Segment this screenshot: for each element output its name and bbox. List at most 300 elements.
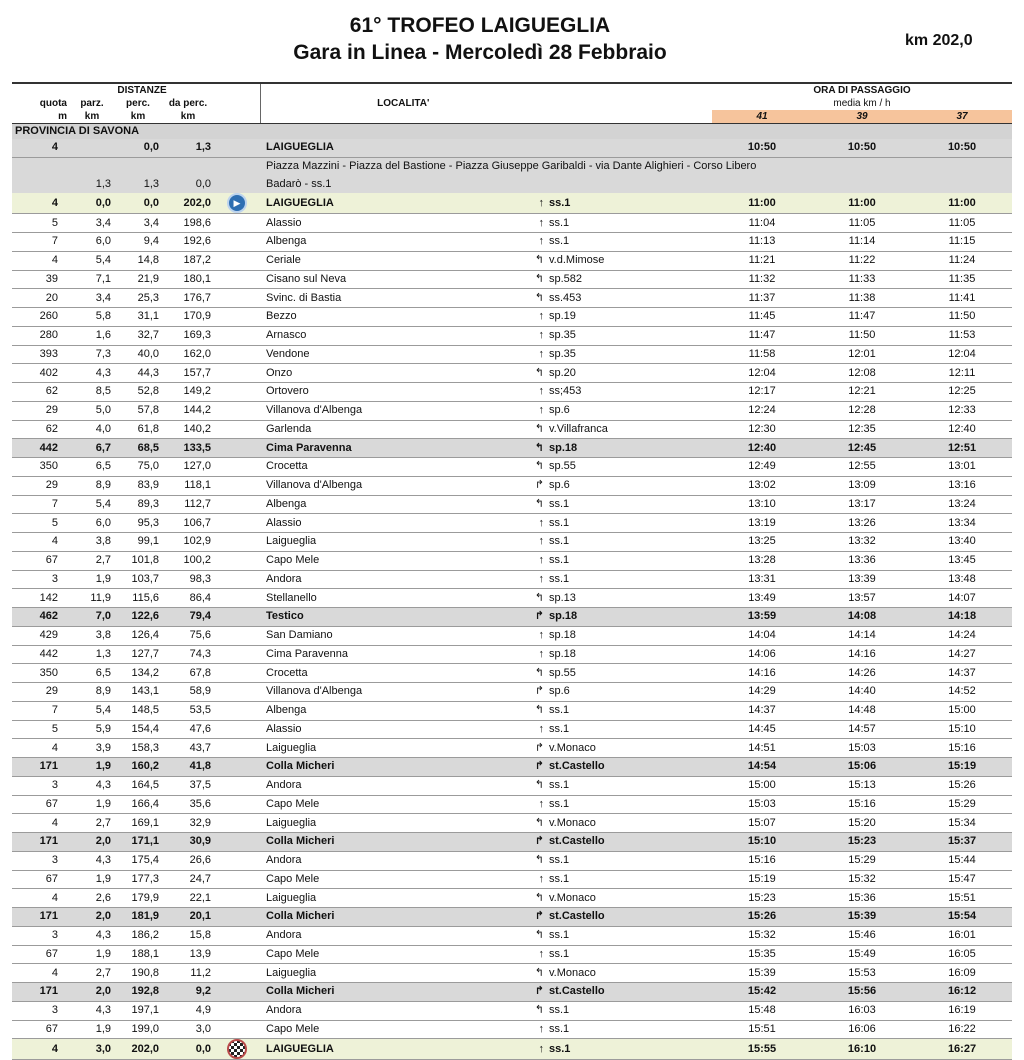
road-cell: st.Castello bbox=[546, 758, 712, 777]
parz-cell: 2,7 bbox=[70, 551, 114, 570]
parz-cell bbox=[70, 139, 114, 157]
time-41-cell: 12:17 bbox=[712, 383, 812, 402]
speed-41: 41 bbox=[712, 110, 812, 124]
road-cell: ss.1 bbox=[546, 214, 712, 233]
parz-cell: 2,0 bbox=[70, 833, 114, 852]
da-perc-cell: 37,5 bbox=[162, 776, 214, 795]
localita-cell: Crocetta bbox=[260, 458, 518, 477]
road-cell: ss.1 bbox=[546, 1001, 712, 1020]
localita-cell: Villanova d'Albenga bbox=[260, 683, 518, 702]
table-row bbox=[12, 345, 1012, 364]
da-perc-cell: 102,9 bbox=[162, 533, 214, 552]
localita-cell: LAIGUEGLIA bbox=[260, 193, 518, 214]
direction-cell: ↰ bbox=[518, 851, 546, 870]
icon-cell bbox=[214, 364, 260, 383]
time-37-cell: 14:18 bbox=[912, 608, 1012, 627]
time-41-cell: 13:02 bbox=[712, 476, 812, 495]
icon-cell bbox=[214, 758, 260, 777]
distanze-header: DISTANZE bbox=[70, 83, 214, 97]
perc-cell: 169,1 bbox=[114, 814, 162, 833]
icon-cell bbox=[214, 1039, 260, 1060]
road-cell: ss.1 bbox=[546, 776, 712, 795]
time-41-cell: 15:51 bbox=[712, 1020, 812, 1039]
icon-cell bbox=[214, 420, 260, 439]
perc-cell: 75,0 bbox=[114, 458, 162, 477]
time-37-cell: 13:48 bbox=[912, 570, 1012, 589]
icon-cell bbox=[214, 345, 260, 364]
time-41-cell: 15:42 bbox=[712, 983, 812, 1002]
da-perc-cell: 47,6 bbox=[162, 720, 214, 739]
perc-cell: 122,6 bbox=[114, 608, 162, 627]
header-row-3 bbox=[12, 110, 1012, 124]
route-note-line-1: Piazza Mazzini - Piazza del Bastione - Piazza Giuseppe Garibaldi - via Dante Alighieri - Corso Libero bbox=[260, 157, 1012, 175]
road-cell: ss.1 bbox=[546, 1020, 712, 1039]
parz-cell: 5,4 bbox=[70, 495, 114, 514]
road-cell: ss;453 bbox=[546, 383, 712, 402]
parz-cell: 3,9 bbox=[70, 739, 114, 758]
quota-cell: 67 bbox=[12, 870, 70, 889]
time-37-cell: 15:26 bbox=[912, 776, 1012, 795]
road-cell: ss.453 bbox=[546, 289, 712, 308]
localita-cell: Garlenda bbox=[260, 420, 518, 439]
da-perc-cell: 144,2 bbox=[162, 401, 214, 420]
province-label: PROVINCIA DI SAVONA bbox=[12, 124, 1012, 140]
da-perc-cell: 192,6 bbox=[162, 233, 214, 252]
table-row bbox=[12, 683, 1012, 702]
quota-cell: 4 bbox=[12, 814, 70, 833]
icon-cell bbox=[214, 270, 260, 289]
parz-cell: 4,3 bbox=[70, 776, 114, 795]
icon-cell bbox=[214, 964, 260, 983]
quota-cell: 171 bbox=[12, 758, 70, 777]
direction-cell: ↑ bbox=[518, 645, 546, 664]
quota-cell: 260 bbox=[12, 308, 70, 327]
road-cell: ss.1 bbox=[546, 926, 712, 945]
road-cell: sp.55 bbox=[546, 458, 712, 477]
perc-cell: 103,7 bbox=[114, 570, 162, 589]
road-cell: ss.1 bbox=[546, 795, 712, 814]
time-41-cell: 15:39 bbox=[712, 964, 812, 983]
table-row bbox=[12, 214, 1012, 233]
time-37-cell: 15:54 bbox=[912, 908, 1012, 927]
table-row bbox=[12, 458, 1012, 477]
time-39-cell: 11:14 bbox=[812, 233, 912, 252]
road-cell: st.Castello bbox=[546, 983, 712, 1002]
perc-cell: 83,9 bbox=[114, 476, 162, 495]
table-row bbox=[12, 383, 1012, 402]
time-41-cell: 15:55 bbox=[712, 1039, 812, 1060]
time-37-cell: 10:50 bbox=[912, 139, 1012, 157]
parz-cell: 1,9 bbox=[70, 570, 114, 589]
page-title: 61° TROFEO LAIGUEGLIA bbox=[349, 14, 611, 37]
direction-cell: ↰ bbox=[518, 364, 546, 383]
time-39-cell: 13:09 bbox=[812, 476, 912, 495]
time-37-cell: 16:19 bbox=[912, 1001, 1012, 1020]
time-41-cell: 13:49 bbox=[712, 589, 812, 608]
time-39-cell: 13:32 bbox=[812, 533, 912, 552]
media-header: media km / h bbox=[833, 98, 891, 109]
table-row bbox=[12, 364, 1012, 383]
time-37-cell: 11:41 bbox=[912, 289, 1012, 308]
da-perc-cell: 58,9 bbox=[162, 683, 214, 702]
table-row bbox=[12, 251, 1012, 270]
parz-cell: 2,6 bbox=[70, 889, 114, 908]
quota-cell: 7 bbox=[12, 233, 70, 252]
time-37-cell: 15:19 bbox=[912, 758, 1012, 777]
quota-cell: 171 bbox=[12, 833, 70, 852]
time-39-cell: 15:49 bbox=[812, 945, 912, 964]
time-39-cell: 15:16 bbox=[812, 795, 912, 814]
perc-cell: 89,3 bbox=[114, 495, 162, 514]
direction-cell: ↑ bbox=[518, 383, 546, 402]
route-note-row-2 bbox=[12, 176, 1012, 194]
road-cell: sp.582 bbox=[546, 270, 712, 289]
parz-unit: km bbox=[70, 110, 114, 124]
parz-cell: 8,5 bbox=[70, 383, 114, 402]
icon-cell bbox=[214, 1020, 260, 1039]
da-perc-cell: 0,0 bbox=[162, 1039, 214, 1060]
time-37-cell: 15:37 bbox=[912, 833, 1012, 852]
icon-cell bbox=[214, 870, 260, 889]
direction-cell: ↑ bbox=[518, 1020, 546, 1039]
quota-cell: 4 bbox=[12, 193, 70, 214]
quota-cell: 7 bbox=[12, 495, 70, 514]
speed-39: 39 bbox=[812, 110, 912, 124]
time-37-cell: 11:15 bbox=[912, 233, 1012, 252]
icon-cell bbox=[214, 795, 260, 814]
time-39-cell: 15:03 bbox=[812, 739, 912, 758]
time-41-cell: 14:37 bbox=[712, 701, 812, 720]
quota-cell: 3 bbox=[12, 776, 70, 795]
time-37-cell: 12:25 bbox=[912, 383, 1012, 402]
direction-cell: ↰ bbox=[518, 289, 546, 308]
perc-cell: 179,9 bbox=[114, 889, 162, 908]
time-37-cell: 13:34 bbox=[912, 514, 1012, 533]
time-39-cell: 13:17 bbox=[812, 495, 912, 514]
time-39-cell: 16:10 bbox=[812, 1039, 912, 1060]
quota-cell: 5 bbox=[12, 214, 70, 233]
da-perc-header: da perc. bbox=[168, 98, 208, 109]
da-perc-cell: 75,6 bbox=[162, 626, 214, 645]
da-perc-cell: 198,6 bbox=[162, 214, 214, 233]
da-perc-cell: 118,1 bbox=[162, 476, 214, 495]
time-39-cell: 11:38 bbox=[812, 289, 912, 308]
quota-cell: 171 bbox=[12, 983, 70, 1002]
time-41-cell: 13:59 bbox=[712, 608, 812, 627]
direction-cell: ↑ bbox=[518, 795, 546, 814]
time-41-cell: 15:19 bbox=[712, 870, 812, 889]
note-da-cell: 0,0 bbox=[162, 176, 214, 194]
quota-cell: 29 bbox=[12, 476, 70, 495]
time-39-cell: 12:21 bbox=[812, 383, 912, 402]
quota-cell: 5 bbox=[12, 514, 70, 533]
direction-cell: ↑ bbox=[518, 326, 546, 345]
direction-cell: ↑ bbox=[518, 533, 546, 552]
perc-cell: 61,8 bbox=[114, 420, 162, 439]
time-41-cell: 14:51 bbox=[712, 739, 812, 758]
time-37-cell: 14:52 bbox=[912, 683, 1012, 702]
time-41-cell: 11:47 bbox=[712, 326, 812, 345]
icon-cell bbox=[214, 851, 260, 870]
direction-cell: ↑ bbox=[518, 345, 546, 364]
da-perc-cell: 24,7 bbox=[162, 870, 214, 889]
perc-cell: 95,3 bbox=[114, 514, 162, 533]
road-cell: ss.1 bbox=[546, 233, 712, 252]
time-39-cell: 15:53 bbox=[812, 964, 912, 983]
perc-cell: 188,1 bbox=[114, 945, 162, 964]
parz-cell: 4,3 bbox=[70, 851, 114, 870]
table-row bbox=[12, 795, 1012, 814]
time-41-cell: 14:06 bbox=[712, 645, 812, 664]
route-note-line-2: Badarò - ss.1 bbox=[260, 176, 1012, 194]
table-row bbox=[12, 645, 1012, 664]
time-37-cell: 11:53 bbox=[912, 326, 1012, 345]
time-41-cell: 13:31 bbox=[712, 570, 812, 589]
parz-cell: 1,6 bbox=[70, 326, 114, 345]
quota-cell: 7 bbox=[12, 701, 70, 720]
parz-cell: 3,4 bbox=[70, 214, 114, 233]
perc-cell: 175,4 bbox=[114, 851, 162, 870]
quota-cell: 402 bbox=[12, 364, 70, 383]
localita-cell: Capo Mele bbox=[260, 870, 518, 889]
direction-cell: ↰ bbox=[518, 889, 546, 908]
time-39-cell: 15:32 bbox=[812, 870, 912, 889]
time-41-cell: 11:58 bbox=[712, 345, 812, 364]
road-cell: v.Monaco bbox=[546, 889, 712, 908]
quota-cell: 3 bbox=[12, 851, 70, 870]
localita-cell: Alassio bbox=[260, 720, 518, 739]
table-row bbox=[12, 1001, 1012, 1020]
perc-cell: 57,8 bbox=[114, 401, 162, 420]
quota-cell: 67 bbox=[12, 551, 70, 570]
direction-cell: ↑ bbox=[518, 870, 546, 889]
direction-cell: ↑ bbox=[518, 401, 546, 420]
time-39-cell: 13:36 bbox=[812, 551, 912, 570]
time-41-cell: 11:32 bbox=[712, 270, 812, 289]
quota-cell: 4 bbox=[12, 1039, 70, 1060]
time-39-cell: 12:08 bbox=[812, 364, 912, 383]
da-perc-cell: 140,2 bbox=[162, 420, 214, 439]
localita-cell: Bezzo bbox=[260, 308, 518, 327]
localita-cell: Colla Micheri bbox=[260, 758, 518, 777]
perc-cell: 177,3 bbox=[114, 870, 162, 889]
icon-cell bbox=[214, 308, 260, 327]
table-row bbox=[12, 608, 1012, 627]
road-cell: sp.20 bbox=[546, 364, 712, 383]
time-41-cell: 12:04 bbox=[712, 364, 812, 383]
perc-cell: 158,3 bbox=[114, 739, 162, 758]
perc-header: perc. bbox=[126, 98, 150, 109]
quota-cell: 39 bbox=[12, 270, 70, 289]
perc-cell: 126,4 bbox=[114, 626, 162, 645]
time-39-cell: 13:26 bbox=[812, 514, 912, 533]
parz-cell: 3,0 bbox=[70, 1039, 114, 1060]
parz-cell: 5,4 bbox=[70, 701, 114, 720]
quota-cell: 442 bbox=[12, 439, 70, 458]
table-row bbox=[12, 551, 1012, 570]
road-cell: st.Castello bbox=[546, 908, 712, 927]
time-39-cell: 15:06 bbox=[812, 758, 912, 777]
quota-cell: 442 bbox=[12, 645, 70, 664]
perc-cell: 164,5 bbox=[114, 776, 162, 795]
parz-cell: 1,9 bbox=[70, 758, 114, 777]
time-39-cell: 15:46 bbox=[812, 926, 912, 945]
parz-cell: 4,3 bbox=[70, 926, 114, 945]
parz-cell: 1,9 bbox=[70, 870, 114, 889]
parz-cell: 3,4 bbox=[70, 289, 114, 308]
perc-cell: 21,9 bbox=[114, 270, 162, 289]
time-41-cell: 12:49 bbox=[712, 458, 812, 477]
da-perc-cell: 98,3 bbox=[162, 570, 214, 589]
table-row bbox=[12, 833, 1012, 852]
localita-cell: Villanova d'Albenga bbox=[260, 401, 518, 420]
localita-cell: Ortovero bbox=[260, 383, 518, 402]
icon-cell bbox=[214, 289, 260, 308]
parz-cell: 7,1 bbox=[70, 270, 114, 289]
localita-cell: Andora bbox=[260, 926, 518, 945]
table-row bbox=[12, 1039, 1012, 1060]
time-39-cell: 16:03 bbox=[812, 1001, 912, 1020]
table-row bbox=[12, 889, 1012, 908]
perc-cell: 99,1 bbox=[114, 533, 162, 552]
time-37-cell: 13:40 bbox=[912, 533, 1012, 552]
direction-cell: ↰ bbox=[518, 814, 546, 833]
quota-cell: 429 bbox=[12, 626, 70, 645]
header-row-1 bbox=[12, 83, 1012, 97]
table-row bbox=[12, 758, 1012, 777]
localita-cell: Laigueglia bbox=[260, 964, 518, 983]
time-37-cell: 16:12 bbox=[912, 983, 1012, 1002]
road-cell: ss.1 bbox=[546, 720, 712, 739]
time-37-cell: 13:24 bbox=[912, 495, 1012, 514]
da-perc-cell: 149,2 bbox=[162, 383, 214, 402]
localita-cell: Stellanello bbox=[260, 589, 518, 608]
icon-cell bbox=[214, 926, 260, 945]
localita-cell: Capo Mele bbox=[260, 945, 518, 964]
road-cell: sp.19 bbox=[546, 308, 712, 327]
time-41-cell: 12:40 bbox=[712, 439, 812, 458]
quota-cell: 67 bbox=[12, 795, 70, 814]
time-39-cell: 15:29 bbox=[812, 851, 912, 870]
finish-checkered-icon bbox=[227, 1039, 247, 1059]
perc-cell: 160,2 bbox=[114, 758, 162, 777]
parz-cell: 6,0 bbox=[70, 514, 114, 533]
time-39-cell: 15:23 bbox=[812, 833, 912, 852]
road-cell: sp.18 bbox=[546, 626, 712, 645]
localita-cell: Cisano sul Neva bbox=[260, 270, 518, 289]
icon-cell bbox=[214, 251, 260, 270]
direction-cell: ↱ bbox=[518, 608, 546, 627]
road-cell: sp.13 bbox=[546, 589, 712, 608]
route-timetable bbox=[12, 82, 1012, 1060]
time-41-cell: 11:37 bbox=[712, 289, 812, 308]
da-perc-cell: 43,7 bbox=[162, 739, 214, 758]
note-perc-cell: 1,3 bbox=[114, 176, 162, 194]
localita-cell: Villanova d'Albenga bbox=[260, 476, 518, 495]
direction-cell: ↑ bbox=[518, 514, 546, 533]
icon-cell bbox=[214, 551, 260, 570]
parz-cell: 5,0 bbox=[70, 401, 114, 420]
direction-cell: ↰ bbox=[518, 776, 546, 795]
time-37-cell: 11:35 bbox=[912, 270, 1012, 289]
time-41-cell: 15:00 bbox=[712, 776, 812, 795]
road-cell: ss.1 bbox=[546, 701, 712, 720]
perc-cell: 0,0 bbox=[114, 193, 162, 214]
localita-cell: Andora bbox=[260, 776, 518, 795]
parz-cell: 7,3 bbox=[70, 345, 114, 364]
table-row bbox=[12, 851, 1012, 870]
time-39-cell: 14:40 bbox=[812, 683, 912, 702]
perc-cell: 127,7 bbox=[114, 645, 162, 664]
note-parz-cell: 1,3 bbox=[70, 176, 114, 194]
time-41-cell: 11:45 bbox=[712, 308, 812, 327]
localita-cell: Andora bbox=[260, 570, 518, 589]
parz-cell: 1,9 bbox=[70, 1020, 114, 1039]
da-perc-cell: 1,3 bbox=[162, 139, 214, 157]
time-37-cell: 14:24 bbox=[912, 626, 1012, 645]
time-37-cell: 12:40 bbox=[912, 420, 1012, 439]
direction-cell: ↱ bbox=[518, 758, 546, 777]
icon-cell bbox=[214, 383, 260, 402]
table-row bbox=[12, 776, 1012, 795]
time-37-cell: 16:27 bbox=[912, 1039, 1012, 1060]
road-cell: v.d.Mimose bbox=[546, 251, 712, 270]
localita-cell: Laigueglia bbox=[260, 889, 518, 908]
time-39-cell: 14:16 bbox=[812, 645, 912, 664]
time-39-cell: 10:50 bbox=[812, 139, 912, 157]
time-37-cell: 14:07 bbox=[912, 589, 1012, 608]
da-perc-cell: 11,2 bbox=[162, 964, 214, 983]
icon-cell bbox=[214, 983, 260, 1002]
localita-cell: Alassio bbox=[260, 514, 518, 533]
direction-cell: ↰ bbox=[518, 439, 546, 458]
localita-cell: Alassio bbox=[260, 214, 518, 233]
table-row bbox=[12, 233, 1012, 252]
time-37-cell: 16:22 bbox=[912, 1020, 1012, 1039]
icon-cell bbox=[214, 945, 260, 964]
icon-cell bbox=[214, 720, 260, 739]
time-37-cell: 15:51 bbox=[912, 889, 1012, 908]
table-row bbox=[12, 964, 1012, 983]
perc-cell: 3,4 bbox=[114, 214, 162, 233]
da-perc-cell: 86,4 bbox=[162, 589, 214, 608]
parz-cell: 2,0 bbox=[70, 983, 114, 1002]
localita-cell: San Damiano bbox=[260, 626, 518, 645]
time-37-cell: 11:00 bbox=[912, 193, 1012, 214]
road-cell: ss.1 bbox=[546, 570, 712, 589]
da-perc-cell: 20,1 bbox=[162, 908, 214, 927]
direction-cell: ↰ bbox=[518, 1001, 546, 1020]
direction-cell: ↰ bbox=[518, 251, 546, 270]
perc-cell: 31,1 bbox=[114, 308, 162, 327]
parz-header: parz. bbox=[80, 98, 104, 109]
road-cell: v.Monaco bbox=[546, 814, 712, 833]
road-cell: sp.18 bbox=[546, 439, 712, 458]
parz-cell: 2,0 bbox=[70, 908, 114, 927]
da-perc-cell: 162,0 bbox=[162, 345, 214, 364]
icon-cell bbox=[214, 889, 260, 908]
perc-cell: 190,8 bbox=[114, 964, 162, 983]
quota-cell: 62 bbox=[12, 383, 70, 402]
parz-cell: 4,3 bbox=[70, 1001, 114, 1020]
time-37-cell: 16:01 bbox=[912, 926, 1012, 945]
quota-unit: m bbox=[12, 110, 70, 124]
table-row bbox=[12, 720, 1012, 739]
table-row bbox=[12, 870, 1012, 889]
quota-cell: 142 bbox=[12, 589, 70, 608]
da-perc-cell: 74,3 bbox=[162, 645, 214, 664]
icon-cell bbox=[214, 645, 260, 664]
